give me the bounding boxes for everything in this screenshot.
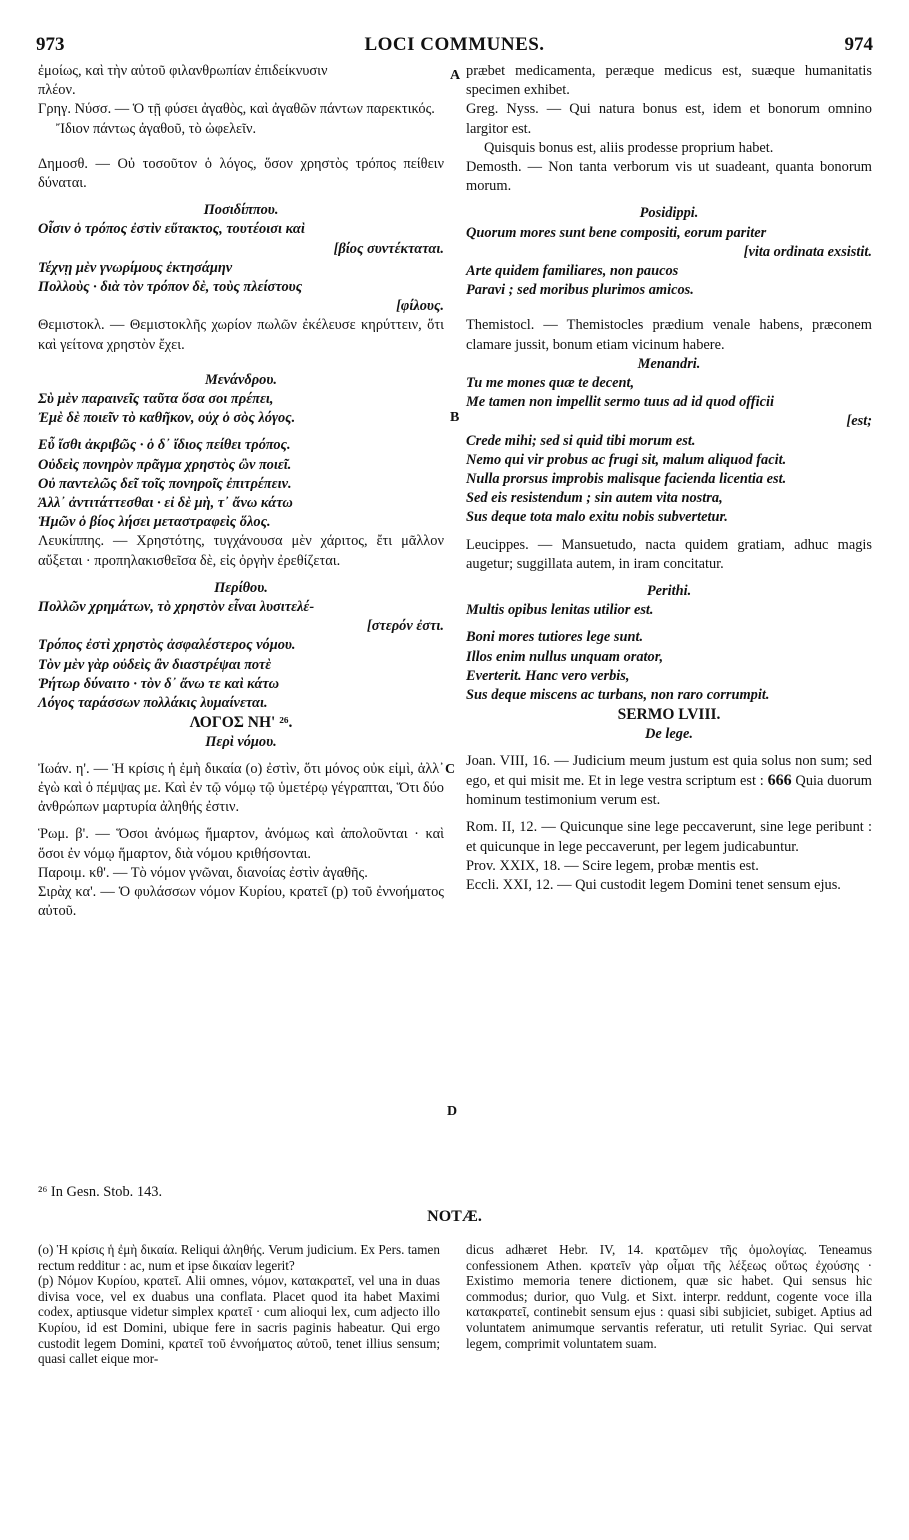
section-heading: Menandri.: [637, 355, 701, 372]
verse-line: Ῥήτωρ δύναιτο · τὸν δ᾽ ἄνω τε καὶ κάτω: [38, 675, 280, 692]
entry-john: Ἰωάν. η'. — Ἡ κρίσις ἡ ἐμὴ δικαία (ο) ἐστὶν, ὅτι μόνος οὐκ εἰμὶ, ἀλλ᾽ ἐγὼ καὶ ὁ πέμψας με. Καὶ ἐν τῷ νόμῳ τῷ ὑμετέρῳ γέγραπται, Ὅτι δύο ἀνθρώπων μαρτυρία ἀληθής ἐστιν.: [38, 760, 444, 816]
notes-left-column: [38, 1242, 440, 1367]
verse-line: Λόγος ταράσσων πολλάκις λυμαίνεται.: [38, 695, 268, 712]
verse-line: Ἐμὲ δὲ ποιεῖν τὸ καθῆκον, οὐχ ὁ σὸς λόγος.: [38, 410, 296, 427]
notes-title: NOTÆ.: [427, 1208, 482, 1225]
section-heading: Perithi.: [646, 583, 692, 600]
entry-leucippe-latin: Leucippes. — Mansuetudo, nacta quidem gratiam, adhuc magis augetur; suggillata autem, in iram concitatur.: [466, 536, 872, 572]
entry-sirach: Σιρὰχ κα'. — Ὁ φυλάσσων νόμον Κυρίου, κρατεῖ (p) τοῦ ἐννοήματος αὐτοῦ.: [38, 883, 444, 920]
verse-line: Τὸν μὲν γὰρ οὐδεὶς ἂν διαστρέψαι ποτὲ: [38, 656, 272, 673]
section-heading: Posidippi.: [639, 205, 699, 222]
verse-line: [στερόν ἐστι.: [366, 618, 444, 635]
entry-proverbs: Παροιμ. κθ'. — Τὸ νόμον γνῶναι, διανοίας ἐστὶν ἀγαθῆς.: [38, 864, 368, 881]
text-span: Quia duorum hominum testimonium verum est.: [466, 772, 872, 809]
section-heading: Περίθου.: [214, 579, 268, 596]
margin-letter-d: D: [447, 1104, 458, 1119]
entry-romans-latin: Rom. II, 12. — Quicunque sine lege peccaverunt, sine lege peribunt : et quicunque in lege peccaverunt, per legem judicabuntur.: [466, 819, 872, 855]
verse-line: [φίλους.: [396, 298, 444, 315]
text-span: Joan. VIII, 16. — Judicium meum justum est quia solus non sum; sed ego, et qui misit me. Et in lege vestra scriptum est :: [466, 752, 872, 789]
left-page-number: 973: [36, 34, 65, 55]
verse-line: Quorum mores sunt bene compositi, eorum pariter: [466, 224, 767, 241]
sermon-subheading: Περὶ νόμου.: [205, 733, 277, 750]
greek-column: [38, 62, 444, 921]
verse-line: Crede mihi; sed si quid tibi morum est.: [466, 432, 696, 449]
section-heading: Ποσιδίππου.: [203, 202, 279, 219]
verse-line: Tu me mones quæ te decent,: [466, 375, 635, 392]
note-continuation: dicus adhæret Hebr. IV, 14. κρατῶμεν τῆς ὁμολογίας. Teneamus confessionem Athen. κρατεῖν γὰρ οἶμαι τῆς λέξεως οὕτως ἐχούσης · Existimo memoria tenere dictionem, quæ sic habet. Qui sensus hic commodus; durior, quo Vulg. et Sixt. interpr. reddunt, cogente voce illa κατακρατεῖ, continebit sensum ejus : quasi sibi subjiciet, subiget. Aptius ad voluntatem animumque servantis referatur, uti retulit Syriac. Qui servat legem, comprimit voluntatem suam.: [466, 1242, 872, 1351]
note-o: (o) Ἡ κρίσις ἡ ἐμὴ δικαία. Reliqui ἀληθής. Verum judicium. Ex Pers. tamen rectum redditur : ac, num et ipse δικαίαν legerit?: [38, 1242, 440, 1273]
column-number: 666: [767, 771, 792, 789]
text-line: præbet medicamenta, peræque medicus est, suæque humanitatis specimen exhibet.: [466, 63, 872, 99]
text-line: Ἴδιον πάντως ἀγαθοῦ, τὸ ὠφελεῖν.: [56, 120, 257, 137]
verse-line: Οἷσιν ὁ τρόπος ἐστὶν εὔτακτος, τουτέοισι καὶ: [38, 221, 305, 238]
text-line: πλέον.: [38, 82, 76, 99]
margin-letter-b: B: [450, 410, 460, 425]
verse-line: Boni mores tutiores lege sunt.: [466, 629, 644, 646]
verse-line: Nemo qui vir probus ac frugi sit, malum aliquod facit.: [466, 451, 787, 468]
verse-line: [βίος συντέκταται.: [333, 240, 444, 257]
verse-line: [est;: [846, 413, 872, 430]
sermon-heading: ΛΟΓΟΣ ΝΗ' ²⁶.: [189, 714, 293, 732]
footnote: ²⁶ In Gesn. Stob. 143.: [38, 1184, 163, 1200]
sermon-subheading-latin: De lege.: [645, 725, 693, 742]
text-line: Quisquis bonus est, aliis prodesse proprium habet.: [484, 139, 774, 156]
entry-gregory: Γρηγ. Νύσσ. — Ὁ τῇ φύσει ἀγαθὸς, καὶ ἀγαθῶν πάντων παρεκτικός.: [38, 101, 435, 118]
note-p: (p) Νόμον Κυρίου, κρατεῖ. Alii omnes, νόμον, κατακρατεῖ, vel una in duas divisa voce, vel ex duabus una conflata. Placet quod ita habet Maximi codex, aptiusque videtur simplex κρατεῖ · cum alioqui lex, cum adjecto illo Κυρίου, id est Domini, ubique fere in sacris paginis habeatur. Qui ergo custodit legem Domini, κρατεῖ τοῦ ἐννοήματος αὐτοῦ, tenet illius sensum; quasi callet eique mor-: [38, 1273, 440, 1367]
verse-line: Ἀλλ᾽ ἀντιτάττεσθαι · εἰ δὲ μὴ, τ᾽ ἄνω κάτω: [38, 495, 293, 512]
running-title: LOCI COMMUNES.: [364, 34, 545, 55]
verse-line: Nulla prorsus improbis malisque facienda licentia est.: [466, 471, 787, 488]
verse-line: Sus deque tota malo exitu nobis subvertetur.: [466, 509, 728, 526]
verse-line: Πολλῶν χρημάτων, τὸ χρηστὸν εἶναι λυσιτελέ-: [38, 599, 315, 616]
entry-john-latin: [466, 752, 872, 811]
entry-demosthenes: Δημοσθ. — Οὐ τοσοῦτον ὁ λόγος, ὅσον χρηστὸς τρόπος πείθειν δύναται.: [38, 155, 444, 192]
verse-line: Τρόπος ἐστὶ χρηστὸς ἀσφαλέστερος νόμου.: [38, 637, 296, 654]
entry-themistocles-latin: Themistocl. — Themistocles prædium venale habens, præconem clamare jussit, bonum etiam vicinum habere.: [466, 317, 872, 353]
verse-line: Multis opibus lenitas utilior est.: [466, 602, 654, 619]
entry-leucippe: Λευκίππης. — Χρηστότης, τυγχάνουσα μὲν χάριτος, ἔτι μᾶλλον αὔξεται · προπηλακισθεῖσα δὲ, εἰς ὀργὴν ἐρεθίζεται.: [38, 533, 444, 569]
verse-line: Sed eis resistendum ; sin autem vita nostra,: [466, 490, 723, 507]
margin-letter-a: A: [450, 68, 461, 83]
verse-line: Everterit. Hanc vero verbis,: [466, 667, 630, 684]
verse-line: Πολλοὺς · διὰ τὸν τρόπον δὲ, τοὺς πλείστους: [38, 279, 303, 296]
margin-letter-c: C: [445, 762, 456, 777]
verse-line: Εὖ ἴσθι ἀκριβῶς · ὁ δ᾽ ἴδιος πείθει τρόπος.: [38, 437, 291, 454]
verse-line: Σὺ μὲν παραινεῖς ταῦτα ὅσα σοι πρέπει,: [38, 391, 274, 408]
sermon-heading-latin: SERMO LVIII.: [617, 706, 721, 724]
right-page-number: 974: [844, 34, 873, 55]
entry-themistocles: Θεμιστοκλ. — Θεμιστοκλῆς χωρίον πωλῶν ἐκέλευσε κηρύττειν, ὅτι καὶ γείτονα χρηστὸν ἔχει.: [38, 317, 444, 353]
running-header: [36, 34, 873, 58]
verse-line: Sus deque miscens ac turbans, non raro corrumpit.: [466, 687, 770, 704]
entry-proverbs-latin: Prov. XXIX, 18. — Scire legem, probæ mentis est.: [466, 857, 759, 874]
entry-demosthenes-latin: Demosth. — Non tanta verborum vis ut suadeant, quanta bonorum morum.: [466, 159, 872, 195]
verse-line: Illos enim nullus unquam orator,: [466, 648, 664, 665]
entry-gregory-latin: Greg. Nyss. — Qui natura bonus est, idem et bonorum omnino largitor est.: [466, 101, 872, 137]
verse-line: [vita ordinata exsistit.: [743, 243, 872, 260]
verse-line: Τέχνῃ μὲν γνωρίμους ἐκτησάμην: [38, 259, 233, 276]
entry-sirach-latin: Eccli. XXI, 12. — Qui custodit legem Domini tenet sensum ejus.: [466, 876, 841, 893]
notes-right-column: [466, 1242, 872, 1351]
text-line: ἐμοίως, καὶ τὴν αὐτοῦ φιλανθρωπίαν ἐπιδείκνυσιν: [38, 63, 328, 79]
verse-line: Ἡμῶν ὁ βίος λήσει μεταστραφεὶς ὅλος.: [38, 514, 271, 531]
verse-line: Οὐ παντελῶς δεῖ τοῖς πονηροῖς ἐπιτρέπειν.: [38, 475, 292, 492]
entry-romans: Ῥωμ. β'. — Ὅσοι ἀνόμως ἥμαρτον, ἀνόμως καὶ ἀπολοῦνται · καὶ ὅσοι ἐν νόμῳ ἥμαρτον, διὰ νόμου κριθήσονται.: [38, 826, 444, 862]
verse-line: Οὐδεὶς πονηρὸν πρᾶγμα χρηστὸς ὢν ποιεῖ.: [38, 456, 292, 473]
verse-line: Paravi ; sed moribus plurimos amicos.: [466, 282, 694, 299]
latin-column: [466, 62, 872, 895]
section-heading: Μενάνδρου.: [204, 371, 278, 388]
verse-line: Arte quidem familiares, non paucos: [466, 263, 679, 280]
verse-line: Me tamen non impellit sermo tuus ad id quod officii: [466, 394, 774, 411]
